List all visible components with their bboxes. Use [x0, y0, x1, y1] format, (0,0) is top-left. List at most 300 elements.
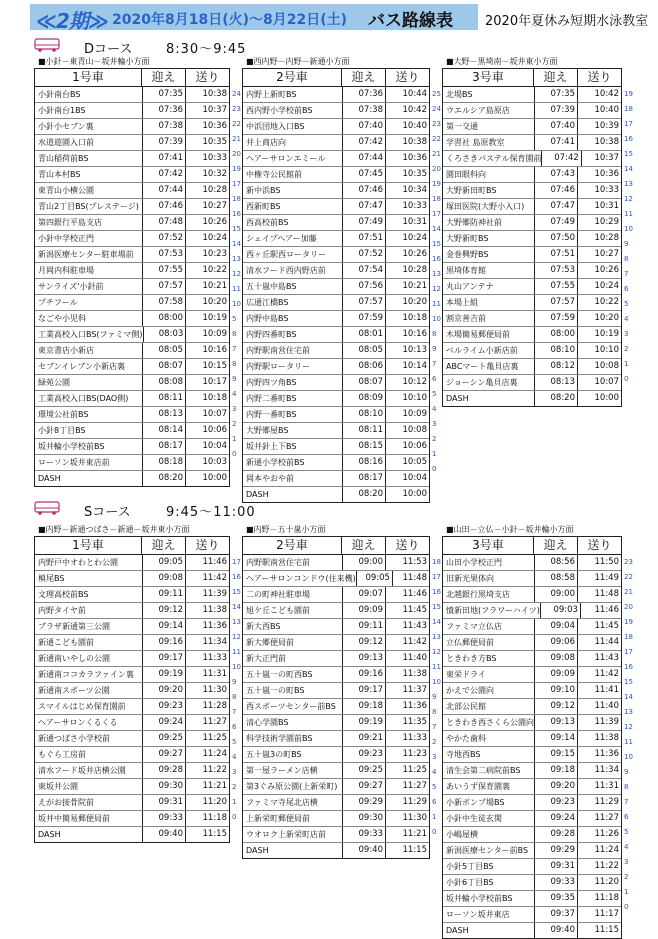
- pickup-header: 迎え: [534, 537, 578, 554]
- dropoff-time: 10:10: [594, 345, 619, 355]
- minutes-to-dash: 7: [624, 798, 629, 806]
- minutes-to-dash: 5: [624, 300, 629, 308]
- pickup-time: 09:12: [343, 635, 386, 650]
- dropoff-time: 11:39: [202, 589, 227, 599]
- minutes-to-dash: 21: [232, 135, 241, 143]
- table-row: [443, 667, 621, 683]
- stop-name: 五十嵐中島BS: [243, 279, 343, 294]
- dropoff-time: 11:25: [202, 733, 227, 743]
- stop-name: 新潟医療センター前BS: [443, 843, 535, 858]
- course-d-time: 8:30～9:45: [166, 42, 247, 57]
- minutes-to-dash: 9: [624, 240, 629, 248]
- minutes-column: [624, 87, 636, 387]
- table-row: [443, 327, 621, 343]
- pickup-time: 08:13: [143, 407, 186, 422]
- stop-name: 第四銀行平島支店: [35, 215, 143, 230]
- pickup-time: 08:15: [343, 439, 386, 454]
- pickup-time: 07:39: [143, 135, 186, 150]
- minutes-to-dash: 4: [432, 768, 437, 776]
- minutes-to-dash: 16: [232, 210, 241, 218]
- dropoff-time: 10:22: [202, 265, 227, 275]
- dropoff-time: 11:38: [594, 733, 619, 743]
- minutes-to-dash: 21: [432, 150, 441, 158]
- pickup-time: 07:42: [343, 135, 386, 150]
- table-row: [35, 747, 229, 763]
- table-row: [443, 747, 621, 763]
- stop-name: 憤新田地(フラワーハイツ): [443, 603, 541, 618]
- route-title: ■大野－黒埼南－坂井東小方面: [446, 57, 558, 66]
- dropoff-time: 10:20: [594, 313, 619, 323]
- pickup-time: 09:40: [535, 923, 578, 938]
- minutes-to-dash: 11: [624, 738, 633, 746]
- dropoff-time: 10:12: [402, 377, 427, 387]
- dropoff-time: 10:33: [402, 201, 427, 211]
- table-row: [243, 311, 429, 327]
- dropoff-time: 10:06: [202, 425, 227, 435]
- stop-name: 学習社 島原教室: [443, 135, 535, 150]
- pickup-time: 09:03: [541, 603, 581, 618]
- minutes-to-dash: 9: [232, 375, 237, 383]
- dropoff-time: 11:49: [594, 573, 619, 583]
- route-title: ■内野－五十嵐小方面: [246, 525, 326, 534]
- table-row: [35, 779, 229, 795]
- pickup-time: 09:19: [143, 667, 186, 682]
- table-row: [443, 763, 621, 779]
- stop-name: 清生会第二病院前BS: [443, 763, 535, 778]
- dropoff-time: 10:19: [594, 329, 619, 339]
- minutes-to-dash: 7: [624, 270, 629, 278]
- table-row: [243, 407, 429, 423]
- dropoff-time: 11:18: [594, 893, 619, 903]
- stop-name: 五十嵐一の町西BS: [243, 667, 343, 682]
- stop-name: 新中浜BS: [243, 183, 343, 198]
- dropoff-time: 11:33: [402, 733, 427, 743]
- minutes-to-dash: 6: [232, 723, 237, 731]
- pickup-time: 09:08: [143, 571, 186, 586]
- route-title: ■内野－新通つばさ－新通－坂井東小方面: [38, 525, 190, 534]
- route-title: ■西内野－内野－新通小方面: [246, 57, 350, 66]
- minutes-to-dash: 3: [624, 330, 629, 338]
- route-title: ■山田－立仏－小針－坂井輪小方面: [446, 525, 574, 534]
- pickup-time: 09:12: [535, 699, 578, 714]
- dropoff-time: 10:07: [202, 409, 227, 419]
- table-row: [443, 391, 621, 406]
- stop-name: 小針中生徒玄関: [443, 811, 535, 826]
- pickup-time: 07:42: [143, 167, 186, 182]
- stop-name: 割京善吉前: [443, 311, 535, 326]
- minutes-to-dash: 1: [432, 450, 437, 458]
- stop-name: ABCマート亀貝店裏: [443, 359, 535, 374]
- minutes-to-dash: 18: [432, 195, 441, 203]
- table-header-row: [443, 69, 621, 87]
- stop-name: 内野二番町BS: [243, 391, 343, 406]
- table-row: [443, 651, 621, 667]
- timetable: [242, 68, 430, 503]
- table-row: [243, 603, 429, 619]
- minutes-to-dash: 25: [432, 90, 441, 98]
- dropoff-time: 11:41: [594, 685, 619, 695]
- pickup-time: 09:29: [343, 795, 386, 810]
- stop-name: 第一交通: [443, 119, 535, 134]
- table-row: [35, 151, 229, 167]
- pickup-header: 迎え: [342, 69, 386, 86]
- minutes-to-dash: 23: [432, 120, 441, 128]
- stop-name: 内野四ツ角BS: [243, 375, 343, 390]
- table-row: [35, 439, 229, 455]
- table-row: [243, 327, 429, 343]
- table-row: [35, 699, 229, 715]
- route-table: [442, 56, 633, 407]
- table-row: [35, 587, 229, 603]
- minutes-to-dash: 0: [432, 828, 437, 836]
- table-row: [243, 439, 429, 455]
- pickup-time: 09:04: [535, 619, 578, 634]
- pickup-time: 09:30: [143, 779, 186, 794]
- dropoff-time: 10:36: [402, 153, 427, 163]
- pickup-time: 07:52: [143, 231, 186, 246]
- minutes-to-dash: 5: [232, 738, 237, 746]
- dropoff-time: 11:21: [402, 829, 427, 839]
- minutes-to-dash: 21: [624, 588, 633, 596]
- table-row: [243, 231, 429, 247]
- stop-name: 内野中島BS: [243, 311, 343, 326]
- pickup-time: 07:45: [343, 167, 386, 182]
- stop-name: 工業高校入口BS(ファミマ側): [35, 327, 144, 342]
- stop-name: 大野郷屋BS: [243, 423, 343, 438]
- stop-name: 北越銀行黒埼支店: [443, 587, 535, 602]
- stop-name: 新通南いやしの公園: [35, 651, 143, 666]
- dropoff-time: 10:09: [402, 409, 427, 419]
- minutes-to-dash: 20: [432, 165, 441, 173]
- stop-name: 内野駅ロータリー: [243, 359, 343, 374]
- stop-name: 小針小セブン裏: [35, 119, 143, 134]
- minutes-to-dash: 0: [624, 375, 629, 383]
- timetable: [34, 536, 230, 843]
- table-row: [443, 619, 621, 635]
- pickup-time: 08:06: [343, 359, 386, 374]
- pickup-time: 08:05: [143, 343, 186, 358]
- table-row: [243, 135, 429, 151]
- stop-name: 大野新田町BS: [443, 183, 535, 198]
- minutes-to-dash: 24: [232, 90, 241, 98]
- table-row: [35, 603, 229, 619]
- stop-name: 坂井針上下BS: [243, 439, 343, 454]
- pickup-time: 09:00: [535, 587, 578, 602]
- minutes-to-dash: 2: [232, 420, 237, 428]
- dropoff-time: 10:04: [402, 473, 427, 483]
- pickup-time: 09:33: [343, 827, 386, 842]
- route-table: [442, 524, 633, 939]
- minutes-to-dash: 11: [232, 285, 241, 293]
- dropoff-time: 11:42: [202, 573, 227, 583]
- pickup-time: 09:33: [143, 811, 186, 826]
- timetable: [34, 68, 230, 487]
- pickup-time: 07:57: [343, 295, 386, 310]
- pickup-time: 07:38: [343, 103, 386, 118]
- pickup-time: 09:29: [535, 843, 578, 858]
- table-row: [35, 135, 229, 151]
- table-row: [35, 795, 229, 811]
- stop-name: 坂井中簡易郵便局前: [35, 811, 143, 826]
- minutes-to-dash: 12: [624, 723, 633, 731]
- pickup-time: 07:43: [535, 167, 578, 182]
- period-label: ≪2期≫: [36, 9, 108, 33]
- pickup-time: 09:15: [535, 747, 578, 762]
- dropoff-time: 11:40: [594, 701, 619, 711]
- pickup-time: 08:17: [343, 471, 386, 486]
- pickup-time: 08:11: [143, 391, 186, 406]
- timetable: [242, 536, 430, 859]
- pickup-time: 09:10: [535, 683, 578, 698]
- minutes-to-dash: 8: [232, 693, 237, 701]
- route-table: [242, 56, 441, 503]
- stop-name: 内野タイヤ前: [35, 603, 143, 618]
- minutes-to-dash: 9: [624, 768, 629, 776]
- pickup-time: 07:53: [535, 263, 578, 278]
- dropoff-time: 11:45: [402, 605, 427, 615]
- minutes-to-dash: 23: [624, 558, 633, 566]
- table-row: [443, 779, 621, 795]
- table-header-row: [443, 537, 621, 555]
- dropoff-time: 11:36: [402, 701, 427, 711]
- dropoff-time: 10:28: [594, 233, 619, 243]
- dropoff-time: 10:28: [202, 185, 227, 195]
- pickup-time: 07:54: [343, 263, 386, 278]
- stop-name: 新通南ココカラファイン裏: [35, 667, 143, 682]
- stop-name: かえで公園向: [443, 683, 535, 698]
- dropoff-time: 11:29: [402, 797, 427, 807]
- table-row: [243, 119, 429, 135]
- minutes-to-dash: 9: [432, 345, 437, 353]
- minutes-to-dash: 13: [624, 708, 633, 716]
- stop-name: 科学技術学園前BS: [243, 731, 343, 746]
- pickup-time: 09:07: [343, 587, 386, 602]
- bus-icon: [34, 501, 60, 515]
- stop-name: ファミマ立仏店: [443, 619, 535, 634]
- dropoff-time: 11:44: [594, 637, 619, 647]
- dropoff-time: 11:27: [594, 813, 619, 823]
- table-row: [243, 87, 429, 103]
- pickup-time: 09:14: [535, 731, 578, 746]
- dropoff-time: 10:16: [402, 329, 427, 339]
- minutes-to-dash: 1: [232, 435, 237, 443]
- pickup-time: 07:35: [535, 87, 578, 102]
- dropoff-time: 10:35: [402, 169, 427, 179]
- dropoff-time: 11:31: [202, 669, 227, 679]
- pickup-time: 09:31: [535, 859, 578, 874]
- stop-name: えがお接骨院前: [35, 795, 143, 810]
- table-row: [243, 183, 429, 199]
- pickup-time: 07:41: [143, 151, 186, 166]
- table-row: [35, 619, 229, 635]
- minutes-to-dash: 8: [432, 330, 437, 338]
- table-row: [443, 699, 621, 715]
- table-row: [35, 311, 229, 327]
- stop-name: 内野四番町BS: [243, 327, 343, 342]
- stop-name: プチフール: [35, 295, 143, 310]
- stop-name: くろさきパステル保育園前: [443, 151, 542, 166]
- table-row: [35, 231, 229, 247]
- stop-name: ベルライム小新店前: [443, 343, 535, 358]
- minutes-to-dash: 0: [624, 903, 629, 911]
- dropoff-time: 10:21: [402, 281, 427, 291]
- pickup-time: 09:23: [343, 747, 386, 762]
- pickup-time: 09:17: [343, 683, 386, 698]
- dropoff-time: 11:15: [402, 845, 427, 855]
- dropoff-time: 11:23: [402, 749, 427, 759]
- table-row: [35, 167, 229, 183]
- stop-name: 文理高校前BS: [35, 587, 143, 602]
- stop-name: 中浜団地入口BS: [243, 119, 343, 134]
- table-row: [35, 471, 229, 486]
- page-header: [0, 0, 658, 34]
- stop-name: 東青山小横公園: [35, 183, 143, 198]
- dropoff-time: 10:19: [202, 313, 227, 323]
- minutes-to-dash: 16: [432, 255, 441, 263]
- course-s-name: Sコース: [84, 505, 131, 520]
- table-row: [35, 119, 229, 135]
- dropoff-header: 送り: [395, 538, 420, 552]
- table-row: [35, 827, 229, 842]
- minutes-to-dash: 3: [232, 768, 237, 776]
- dropoff-time: 10:38: [594, 137, 619, 147]
- table-row: [243, 843, 429, 858]
- stop-name: 塚田医院(大野小入口): [443, 199, 535, 214]
- pickup-time: 08:14: [143, 423, 186, 438]
- pickup-time: 07:35: [143, 87, 186, 102]
- pickup-time: 08:16: [343, 455, 386, 470]
- pickup-time: 07:40: [343, 119, 386, 134]
- dropoff-time: 11:18: [202, 813, 227, 823]
- table-row: [443, 359, 621, 375]
- table-row: [443, 279, 621, 295]
- table-row: [443, 295, 621, 311]
- pickup-time: 08:17: [143, 439, 186, 454]
- dropoff-time: 11:30: [402, 813, 427, 823]
- pickup-time: 09:18: [535, 763, 578, 778]
- stop-name: 大野郷防神社前: [443, 215, 535, 230]
- table-row: [443, 875, 621, 891]
- timetable: [442, 536, 622, 939]
- pickup-time: 09:27: [343, 779, 386, 794]
- minutes-to-dash: 2: [432, 738, 437, 746]
- table-row: [243, 423, 429, 439]
- stop-name: DASH: [35, 471, 143, 486]
- pickup-time: 09:16: [143, 635, 186, 650]
- stop-name: 清心学園BS: [243, 715, 343, 730]
- stop-name: ファミマ寺尾北店横: [243, 795, 343, 810]
- minutes-to-dash: 14: [232, 240, 241, 248]
- minutes-to-dash: 10: [624, 753, 633, 761]
- pickup-time: 09:05: [357, 571, 393, 586]
- dropoff-time: 11:17: [594, 909, 619, 919]
- table-row: [243, 151, 429, 167]
- minutes-to-dash: 6: [624, 285, 629, 293]
- minutes-to-dash: 16: [624, 135, 633, 143]
- pickup-time: 07:51: [343, 231, 386, 246]
- pickup-time: 09:20: [535, 779, 578, 794]
- pickup-time: 08:09: [343, 391, 386, 406]
- stop-name: 新通こども園前: [35, 635, 143, 650]
- dropoff-time: 11:21: [202, 781, 227, 791]
- pickup-time: 09:24: [143, 715, 186, 730]
- minutes-to-dash: 13: [624, 180, 633, 188]
- stop-name: 井上商店向: [243, 135, 343, 150]
- stop-name: 新通小学校前BS: [243, 455, 343, 470]
- minutes-to-dash: 8: [232, 360, 237, 368]
- table-row: [443, 587, 621, 603]
- dropoff-time: 10:32: [202, 169, 227, 179]
- minutes-to-dash: 18: [624, 633, 633, 641]
- page-title: バス路線表: [368, 11, 453, 31]
- table-row: [443, 811, 621, 827]
- pickup-time: 09:12: [143, 603, 186, 618]
- stop-name: 立仏郵便局前: [443, 635, 535, 650]
- pickup-header: 迎え: [342, 537, 386, 554]
- table-row: [35, 667, 229, 683]
- table-row: [243, 471, 429, 487]
- table-row: [243, 795, 429, 811]
- stop-name: 坂井輪小学校前BS: [443, 891, 535, 906]
- route-table: [34, 524, 241, 843]
- dropoff-time: 10:40: [594, 105, 619, 115]
- stop-name: DASH: [243, 843, 343, 858]
- dropoff-time: 10:29: [594, 217, 619, 227]
- minutes-to-dash: 6: [624, 813, 629, 821]
- minutes-to-dash: 14: [624, 693, 633, 701]
- minutes-to-dash: 3: [232, 405, 237, 413]
- table-row: [443, 151, 621, 167]
- pickup-time: 08:00: [535, 327, 578, 342]
- pickup-time: 07:50: [535, 231, 578, 246]
- stop-name: サンライズ'小針前: [35, 279, 143, 294]
- dropoff-time: 10:26: [402, 249, 427, 259]
- pickup-time: 09:24: [535, 811, 578, 826]
- table-row: [243, 391, 429, 407]
- stop-name: 槙尾BS: [35, 571, 143, 586]
- dropoff-time: 11:27: [402, 781, 427, 791]
- pickup-time: 07:52: [343, 247, 386, 262]
- pickup-header: 迎え: [142, 69, 186, 86]
- pickup-time: 07:55: [535, 279, 578, 294]
- stop-name: 青山稲荷前BS: [35, 151, 143, 166]
- dropoff-time: 10:14: [402, 361, 427, 371]
- minutes-to-dash: 15: [624, 678, 633, 686]
- stop-name: 新通つばさ小学校前: [35, 731, 143, 746]
- dropoff-time: 10:24: [202, 233, 227, 243]
- stop-name: もぐら工房前: [35, 747, 143, 762]
- pickup-time: 09:33: [535, 875, 578, 890]
- table-row: [443, 231, 621, 247]
- dropoff-time: 11:36: [594, 749, 619, 759]
- stop-name: 西高校前BS: [243, 215, 343, 230]
- dropoff-header: 送り: [195, 538, 220, 552]
- table-row: [443, 167, 621, 183]
- minutes-to-dash: 23: [232, 105, 241, 113]
- pickup-time: 09:18: [343, 699, 386, 714]
- dropoff-time: 10:38: [202, 89, 227, 99]
- minutes-to-dash: 7: [432, 723, 437, 731]
- pickup-time: 09:23: [143, 699, 186, 714]
- table-row: [443, 263, 621, 279]
- pickup-time: 07:41: [535, 135, 578, 150]
- table-row: [243, 731, 429, 747]
- stop-name: 木場簡易郵便局前: [443, 327, 535, 342]
- table-row: [243, 779, 429, 795]
- pickup-time: 08:03: [144, 327, 187, 342]
- stop-name: ヘアーサロンくるくる: [35, 715, 143, 730]
- stop-name: DASH: [443, 391, 535, 406]
